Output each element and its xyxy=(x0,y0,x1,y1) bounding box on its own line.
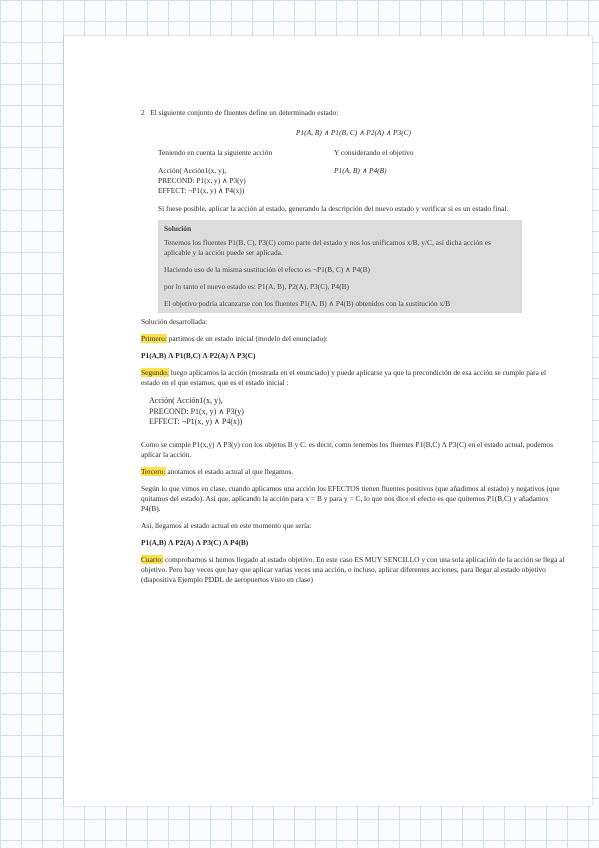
document-page xyxy=(64,36,592,806)
solution-title: Solución xyxy=(164,223,192,233)
goal-column-title: Y considerando el objetivo xyxy=(334,147,414,157)
initial-state: P1(A,B) Λ P1(B,C) Λ P2(A) Λ P3(C) xyxy=(141,350,256,360)
question-intro xyxy=(141,108,566,118)
solution-paragraph-1: Tenemos los fluentes P1(B, C), P3(C) como parte del estado y nos los unificamos x/B, y/C, así dicha acción es aplicable y la acción puede ser aplicada. xyxy=(164,237,491,257)
step-2 xyxy=(141,368,566,388)
step-4-label: Cuarto: xyxy=(141,554,164,564)
action-goal-block xyxy=(158,148,510,214)
paragraph-effects: Según lo que vimos en clase, cuando aplicamos una acción los EFECTOS tienen fluentes positivos (que añadimos al estado) y negativos (que quitamos del estado). Así que, aplicando la acción para x = B y para y = C, lo que nos dice el efecto es que quitemos P1(B,C) y añadamos P4(B). xyxy=(141,484,560,514)
explanation xyxy=(141,317,566,585)
document-content xyxy=(141,108,566,592)
step-4-text: comprobamos si hemos llegado al estado objetivo. En este caso ES MUY SENCILLO y con una sola aplicación de la acción se llega al objetivo. Pero hay veces que hay que aplicar varias veces una acción, o incluso, aplicar diferentes acciones, para llegar al estado objetivo (diapositiva Ejemplo PDDL de aeropuertos visto en clase) xyxy=(141,554,565,584)
goal-formula: P1(A, B) ∧ P4(B) xyxy=(334,165,387,175)
action-repeat-line-1: Acción( Acción1(x, y), xyxy=(149,395,223,405)
explanation-heading: Solución desarrollada: xyxy=(141,316,208,326)
step-2-text: luego aplicamos la acción (mostrada en el enunciado) y puede aplicarse ya que la precondición de esa acción se cumple para el estado en el que estamos, que es el estado inicial : xyxy=(141,367,547,387)
solution-paragraph-4: El objetivo podría alcanzarse con los fluentes P1(A, B) ∧ P4(B) obtenidos con la sustitución x/B xyxy=(164,298,451,308)
action-line-2: PRECOND: P1(x, y) ∧ P3(y) xyxy=(158,175,246,185)
solution-paragraph-3: por lo tanto el nuevo estado es: P1(A, B), P2(A), P3(C), P4(B) xyxy=(164,281,349,291)
step-4 xyxy=(141,555,566,585)
step-1-label: Primero: xyxy=(141,333,167,343)
step-1-text: partimos de un estado inicial (modelo del enunciado): xyxy=(166,333,328,343)
step-1 xyxy=(141,334,566,344)
resulting-state: P1(A,B) Λ P2(A) Λ P3(C) Λ P4(B) xyxy=(141,538,249,547)
action-repeat-line-3: EFFECT: ¬P1(x, y) ∧ P4(x)) xyxy=(149,417,243,427)
task-text: Si fuese posible, aplicar la acción al estado, generando la descripción del nuevo estado y verificar si es un estado final. xyxy=(158,203,509,213)
step-3 xyxy=(141,467,566,477)
question-intro-text: El siguiente conjunto de fluentes define un determinado estado: xyxy=(150,108,339,117)
paragraph-current-state: Así, llegamos al estado actual en este momento que sería: xyxy=(141,521,312,531)
action-repeat-line-2: PRECOND: P1(x, y) ∧ P3(y) xyxy=(149,406,244,416)
state-formula: P1(A, B) ∧ P1(B, C) ∧ P2(A) ∧ P3(C) xyxy=(295,127,412,137)
action-line-3: EFFECT: ¬P1(x, y) ∧ P4(x)) xyxy=(158,185,245,195)
solution-paragraph-2: Haciendo uso de la misma sustitución el efecto es ¬P1(B, C) ∧ P4(B) xyxy=(164,264,371,274)
solution-box xyxy=(158,220,522,313)
step-3-label: Tercero: xyxy=(141,467,166,477)
question-number: 2 xyxy=(141,108,145,117)
step-2-label: Segundo: xyxy=(141,367,169,377)
action-column-title: Teniendo en cuenta la siguiente acción xyxy=(158,147,273,157)
step-3-text: anotamos el estado actual al que llegamos. xyxy=(165,467,294,477)
paragraph-precondition: Como se cumple P1(x,y) Λ P3(y) con los objetos B y C. es decir, como tenemos los fluentes P1(B,C) Λ P3(C) en el estado actual, podemos aplicar la acción. xyxy=(141,440,553,460)
action-repeat-block xyxy=(149,396,566,428)
action-line-1: Acción( Acción1(x, y), xyxy=(158,165,227,175)
